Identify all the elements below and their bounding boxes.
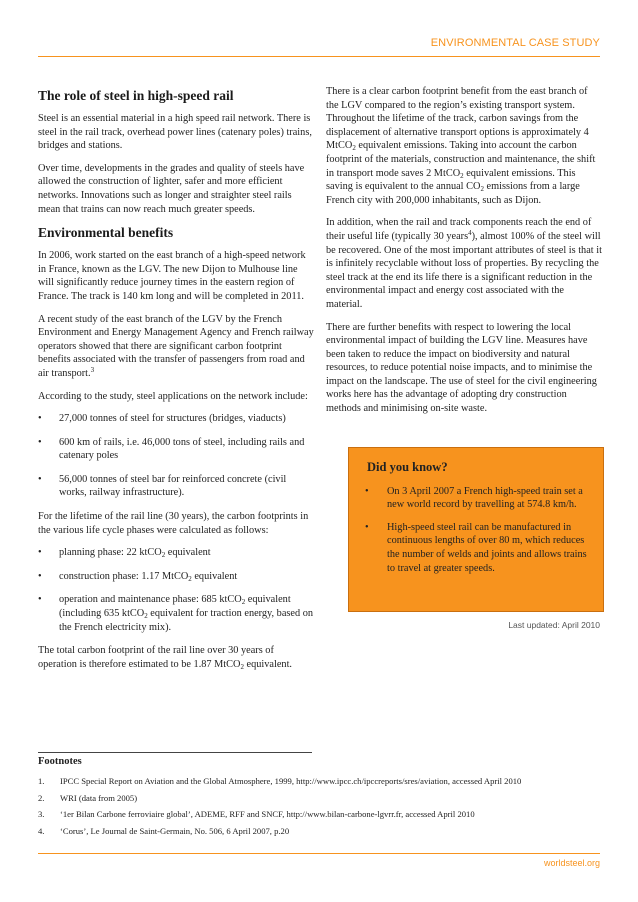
footnotes-list (38, 776, 598, 842)
paragraph: According to the study, steel applications on the network include: (38, 390, 308, 402)
list-item: • construction phase: 1.17 MtCO$_2$ equivalent (38, 570, 315, 584)
footnotes-rule (38, 752, 312, 753)
paragraph: A recent study of the east branch of the LGV by the French Environment and Energy Management Agency and French railway operators showed that there are significant carbon footprint benefits associated with the transfer of passengers from road and air transport.$^3$ (38, 313, 314, 379)
paragraph: Over time, developments in the grades and quality of steels have allowed the construction of lighter, safer and more efficient networks. Innovations such as longer and straighter steel rails mean that trains can now reach much greater speeds. (38, 162, 305, 215)
footnote-item: 3. ‘1er Bilan Carbone ferroviaire global’, ADEME, RFF and SNCF, http://www.bilan-carbone-lgvrr.fr, accessed April 2010 (38, 809, 475, 819)
paragraph: In addition, when the rail and track components reach the end of their useful life (typically 30 years$^4$), almost 100% of the steel will be recovered. One of the most important attributes of steel is that it is infinitely recyclable without loss of properties. By recycling the steel track at the end its life there is a significant reduction in the environmental impact and energy cost associated with the material. (326, 217, 602, 310)
footnote-item: 4. ‘Corus’, Le Journal de Saint-Germain, No. 506, 6 April 2007, p.20 (38, 825, 290, 836)
section-heading-role-of-steel: The role of steel in high-speed rail (38, 88, 234, 103)
paragraph: Steel is an essential material in a high speed rail network. There is steel in the rail track, overhead power lines (catenary poles) trains, bridges and stations. (38, 113, 312, 152)
last-updated: Last updated: April 2010 (508, 620, 600, 630)
right-column (326, 85, 602, 425)
footer-link[interactable]: worldsteel.org (543, 858, 600, 868)
paragraph: In 2006, work started on the east branch of a high-speed network in France, known as the LGV. The new Dijon to Mulhouse line will significantly reduce journey times in the eastern region of France. The track is 140 km long and will be completed in 2011. (38, 250, 306, 302)
paragraph: The total carbon footprint of the rail line over 30 years of operation is therefore estimated to be 1.87 MtCO$_2$ equivalent. (38, 645, 293, 671)
header-rule (38, 56, 600, 57)
footnote-ref: 3 (90, 365, 95, 374)
paragraph: There is a clear carbon footprint benefit from the east branch of the LGV compared to the region’s existing transport system. Throughout the lifetime of the track, carbon savings from the displacement of alternative transport options is approximately 4 MtCO$_2$ equivalent emissions. Taking into account the carbon footprint of the materials, construction and maintenance, the shift in transport mode saves 2 MtCO$_2$ equivalent emissions. This saving is equivalent to the annual $CO_2$ emissions from a large French city with 200,000 inhabitants, such as Dijon. (326, 86, 596, 206)
list-item: • planning phase: 22 ktCO$_2$ equivalent (38, 546, 315, 560)
list-item: • On 3 April 2007 a French high-speed train set a new world record by travelling at 574.8 km/h. (365, 485, 587, 512)
steel-applications-list (38, 412, 315, 500)
did-you-know-box (348, 447, 604, 612)
left-column (38, 85, 315, 680)
footnote-ref: 4 (468, 228, 472, 237)
carbon-phases-list (38, 546, 315, 634)
paragraph: For the lifetime of the rail line (30 years), the carbon footprints in the various life cycle phases were calculated as follows: (38, 511, 309, 536)
section-heading-environmental-benefits: Environmental benefits (38, 225, 174, 241)
list-item: • High-speed steel rail can be manufactured in continuous lengths of over 80 m, which reduces the number of welds and joints and allows trains to travel at greater speeds. (365, 521, 587, 575)
footnotes-title: Footnotes (38, 756, 82, 767)
paragraph: There are further benefits with respect to lowering the local environmental impact of building the LGV line. Measures have been taken to reduce the impact on biodiversity and natural resources, to reduce potential noise impacts, and to minimise the impact on the landscape. The use of steel for the civil engineering works here has the advantage of adopting dry construction methods and minimising on-site waste. (326, 321, 597, 415)
list-item: • 56,000 tonnes of steel bar for reinforced concrete (civil works, railway infrastructure). (38, 473, 315, 500)
did-you-know-list (365, 485, 587, 576)
footnote-item: 2. WRI (data from 2005) (38, 792, 138, 803)
footer-rule (38, 853, 600, 854)
list-item: • 600 km of rails, i.e. 46,000 tons of steel, including rails and catenary poles (38, 436, 315, 463)
box-title: Did you know? (367, 460, 448, 474)
footnote-item: 1. IPCC Special Report on Aviation and the Global Atmosphere, 1999, http://www.ipcc.ch/ipccreports/sres/aviation, accessed April 2010 (38, 776, 522, 786)
list-item: • 27,000 tonnes of steel for structures (bridges, viaducts) (38, 412, 315, 426)
header-label: ENVIRONMENTAL CASE STUDY (430, 37, 600, 49)
list-item: • operation and maintenance phase: 685 ktCO$_2$ equivalent (including 635 ktCO$_2$ equivalent for traction energy, based on the French electricity mix). (38, 593, 315, 634)
